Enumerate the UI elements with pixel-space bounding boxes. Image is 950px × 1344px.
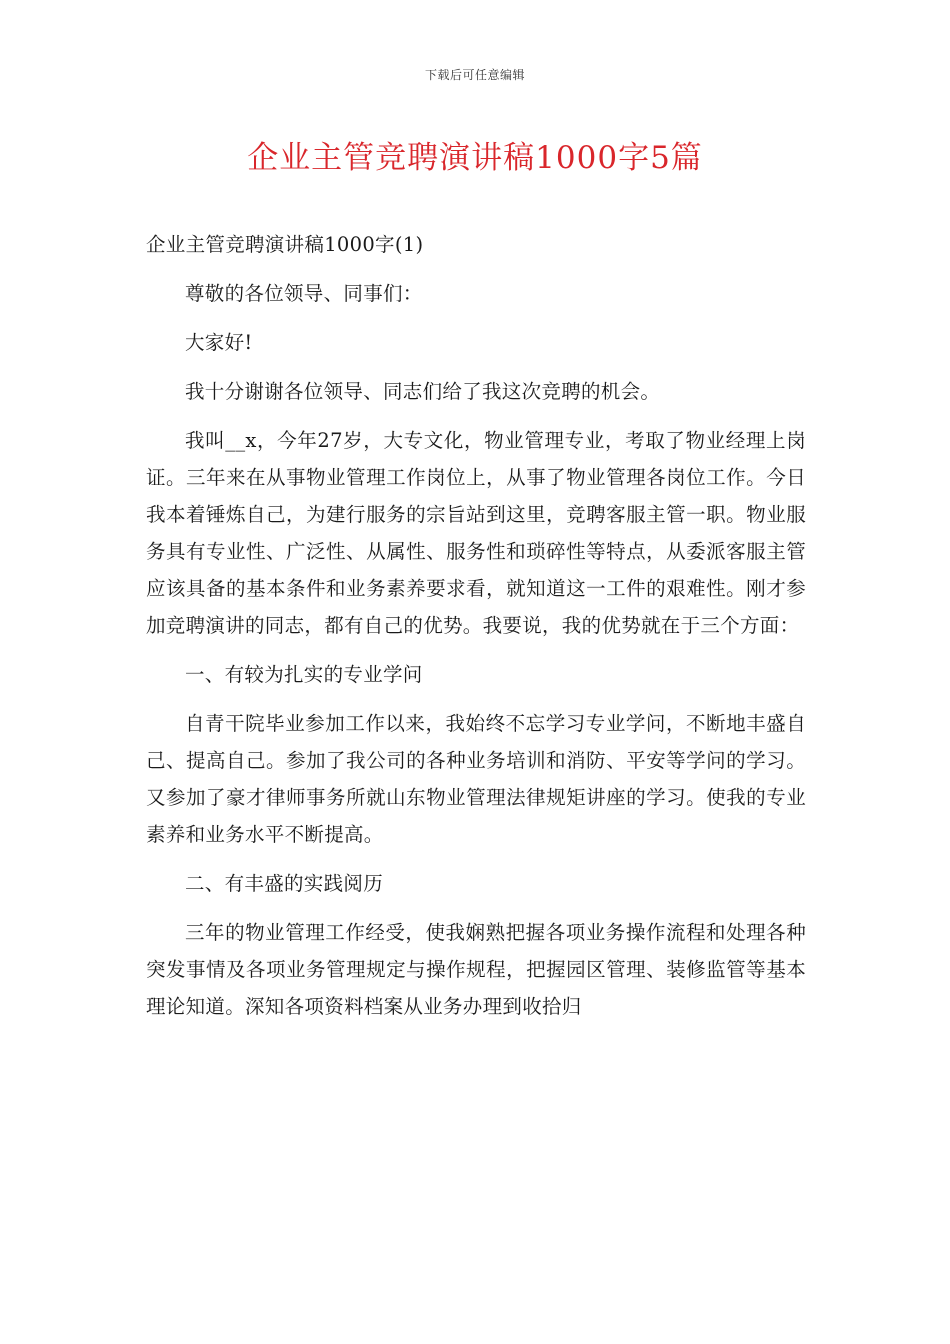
paragraph-experience: 三年的物业管理工作经受，使我娴熟把握各项业务操作流程和处理各种突发事情及各项业务管理规定与操作规程，把握园区管理、装修监管等基本理论知道。深知各项资料档案从业务办理到收拾归 xyxy=(146,921,806,1018)
paragraph-knowledge: 自青干院毕业参加工作以来，我始终不忘学习专业学问，不断地丰盛自己、提高自己。参加了我公司的各种业务培训和消防、平安等学问的学习。又参加了豪才律师事务所就山东物业管理法律规矩讲座的学习。使我的专业素养和业务水平不断提高。 xyxy=(146,712,806,846)
paragraph-heading-1: 一、有较为扎实的专业学问 xyxy=(185,663,423,686)
document-body xyxy=(146,226,806,1037)
paragraph-introduction: 我叫__x，今年27岁，大专文化，物业管理专业，考取了物业经理上岗证。三年来在从事物业管理工作岗位上，从事了物业管理各岗位工作。今日我本着锤炼自己，为建行服务的宗旨站到这里，竞聘客服主管一职。物业服务具有专业性、广泛性、从属性、服务性和琐碎性等特点，从委派客服主管应该具备的基本条件和业务素养要求看，就知道这一工件的艰难性。刚才参加竞聘演讲的同志，都有自己的优势。我要说，我的优势就在于三个方面： xyxy=(146,429,806,637)
paragraph-hello: 大家好! xyxy=(185,331,253,354)
header-note: 下载后可任意编辑 xyxy=(424,68,525,82)
paragraph-heading-2: 二、有丰盛的实践阅历 xyxy=(185,872,384,895)
paragraph-greeting: 尊敬的各位领导、同事们： xyxy=(185,282,423,305)
paragraph-thanks: 我十分谢谢各位领导、同志们给了我这次竞聘的机会。 xyxy=(185,380,661,403)
section-title: 企业主管竞聘演讲稿1000字(1) xyxy=(146,233,424,256)
document-title: 企业主管竞聘演讲稿1000字5篇 xyxy=(247,140,703,176)
